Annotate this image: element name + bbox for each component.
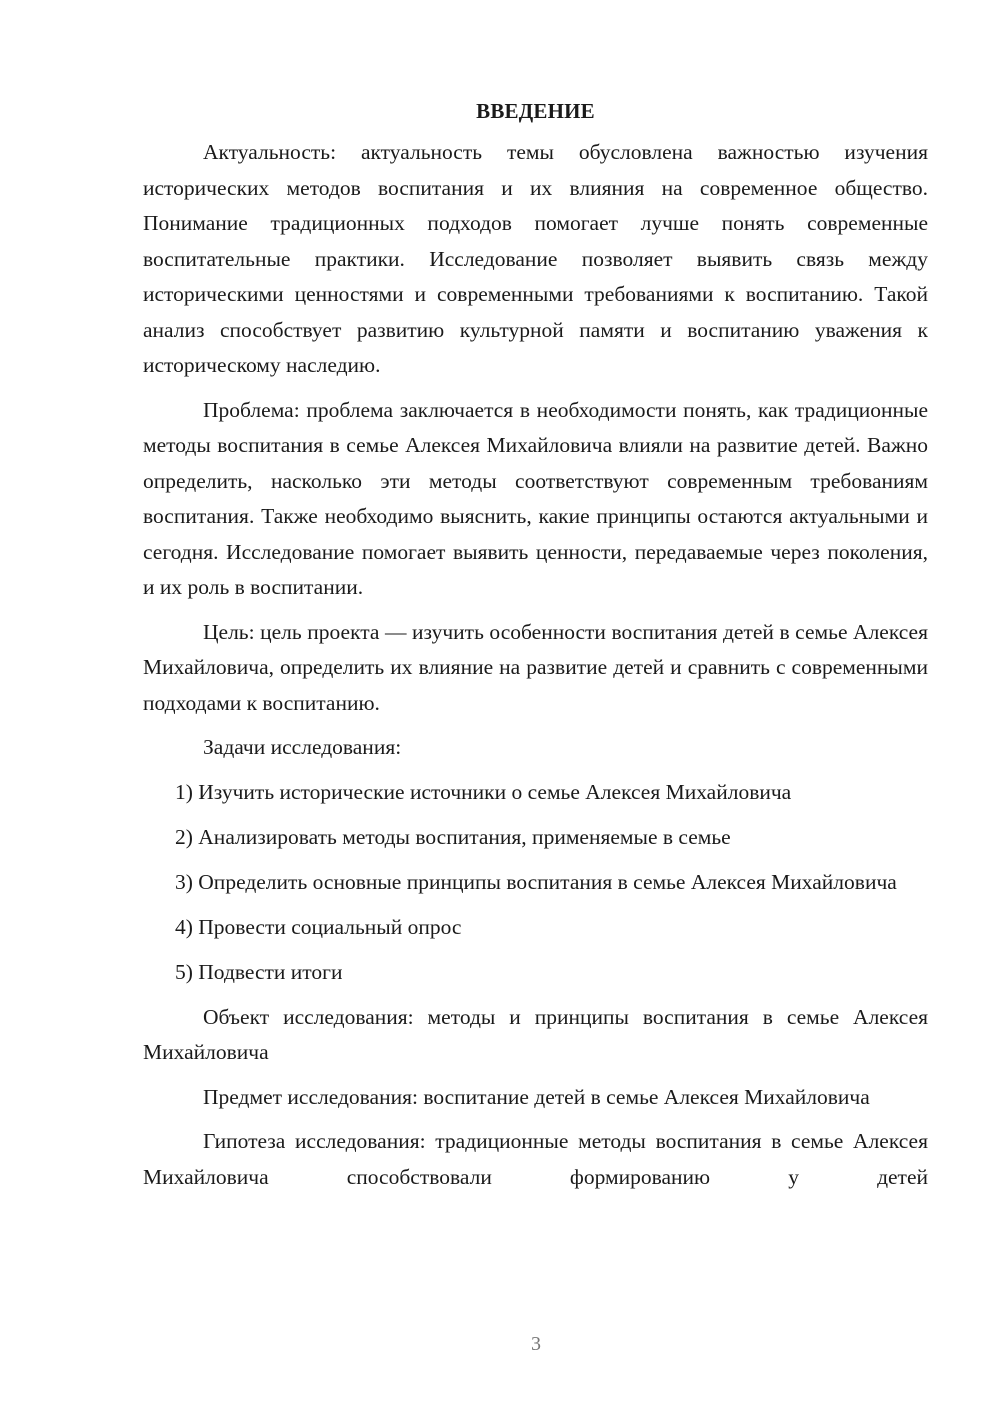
paragraph-tasks-heading: Задачи исследования: — [203, 735, 402, 759]
page-title: ВВЕДЕНИЕ — [476, 99, 595, 123]
paragraph-goal: Цель: цель проекта — изучить особенности воспитания детей в семье Алексея Михайловича, определить их влияние на развитие детей и сравнить с современными подходами к воспитанию. — [143, 619, 928, 715]
task-item-2: 2) Анализировать методы воспитания, применяемые в семье — [175, 824, 731, 849]
page-number: 3 — [531, 1333, 541, 1355]
paragraph-object: Объект исследования: методы и принципы воспитания в семье Алексея Михайловича — [143, 1004, 928, 1064]
paragraph-hypothesis: Гипотеза исследования: традиционные методы воспитания в семье Алексея Михайловича способствовали формированию у детей — [143, 1129, 928, 1189]
task-item-1: 1) Изучить исторические источники о семье Алексея Михайловича — [175, 779, 792, 804]
document-page — [143, 94, 928, 1204]
task-item-4: 4) Провести социальный опрос — [175, 914, 462, 939]
paragraph-subject: Предмет исследования: воспитание детей в семье Алексея Михайловича — [203, 1084, 870, 1109]
paragraph-problem: Проблема: проблема заключается в необходимости понять, как традиционные методы воспитания в семье Алексея Михайловича влияли на развитие детей. Важно определить, насколько эти методы соответствуют современным требованиям воспитания. Также необходимо выяснить, какие принципы остаются актуальными и сегодня. Исследование помогает выявить ценности, передаваемые через поколения, и их роль в воспитании. — [143, 397, 928, 599]
task-item-3: 3) Определить основные принципы воспитания в семье Алексея Михайловича — [175, 869, 897, 894]
task-item-5: 5) Подвести итоги — [175, 959, 343, 984]
paragraph-relevance: Актуальность: актуальность темы обусловлена важностью изучения исторических методов воспитания и их влияния на современное общество. Понимание традиционных подходов помогает лучше понять современные воспитательные практики. Исследование позволяет выявить связь между историческими ценностями и современными требованиями к воспитанию. Такой анализ способствует развитию культурной памяти и воспитанию уважения к историческому наследию. — [143, 140, 928, 377]
